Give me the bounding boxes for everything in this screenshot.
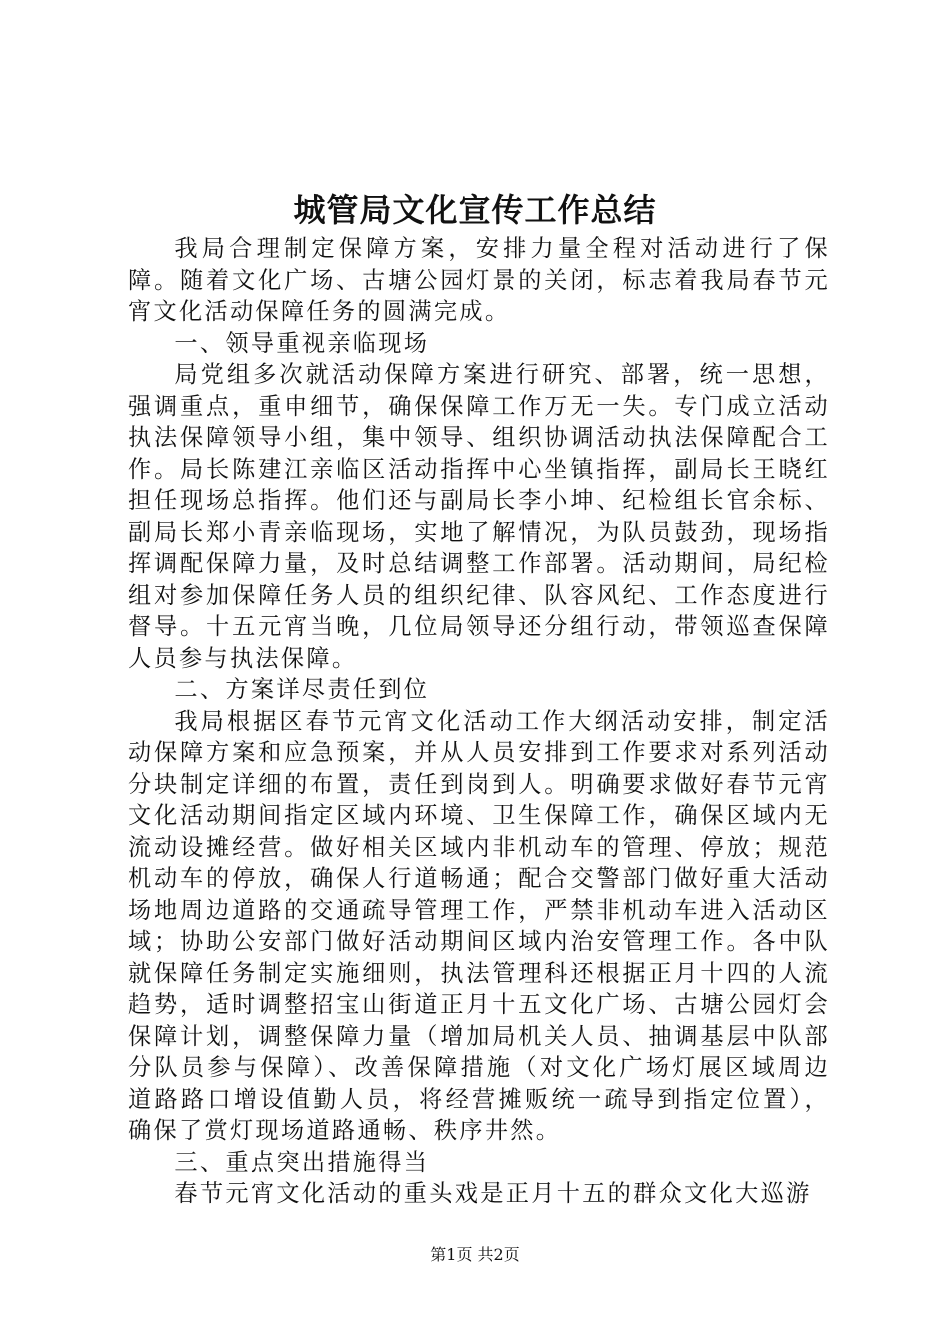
paragraph-section-2: 我局根据区春节元宵文化活动工作大纲活动安排，制定活动保障方案和应急预案，并从人员安排到工作要求对系列活动分块制定详细的布置，责任到岗到人。明确要求做好春节元宵文化活动期间指定区域内环境、卫生保障工作，确保区域内无流动设摊经营。做好相关区域内非机动车的管理、停放；规范机动车的停放，确保人行道畅通；配合交警部门做好重大活动场地周边道路的交通疏导管理工作，严禁非机动车进入活动区域；协助公安部门做好活动期间区域内治安管理工作。各中队就保障任务制定实施细则，执法管理科还根据正月十四的人流趋势，适时调整招宝山街道正月十五文化广场、古塘公园灯会保障计划，调整保障力量（增加局机关人员、抽调基层中队部分队员参与保障）、改善保障措施（对文化广场灯展区域周边道路路口增设值勤人员，将经营摊贩统一疏导到指定位置），确保了赏灯现场道路通畅、秩序井然。 <box>128 707 830 1144</box>
paragraph-section-1: 局党组多次就活动保障方案进行研究、部署，统一思想，强调重点，重申细节，确保保障工作万无一失。专门成立活动执法保障领导小组，集中领导、组织协调活动执法保障配合工作。局长陈建江亲临区活动指挥中心坐镇指挥，副局长王晓红担任现场总指挥。他们还与副局长李小坤、纪检组长官余标、副局长郑小青亲临现场，实地了解情况，为队员鼓劲，现场指挥调配保障力量，及时总结调整工作部署。活动期间，局纪检组对参加保障任务人员的组织纪律、队容风纪、工作态度进行督导。十五元宵当晚，几位局领导还分组行动，带领巡查保障人员参与执法保障。 <box>128 361 830 672</box>
section-heading-3: 三、重点突出措施得当 <box>174 1148 430 1176</box>
document-title: 城管局文化宣传工作总结 <box>293 191 657 229</box>
section-heading-1: 一、领导重视亲临现场 <box>174 329 430 357</box>
paragraph-intro: 我局合理制定保障方案，安排力量全程对活动进行了保障。随着文化广场、古塘公园灯景的关闭，标志着我局春节元宵文化活动保障任务的圆满完成。 <box>128 235 830 325</box>
document-body <box>128 233 830 1210</box>
page-footer: 第1页 共2页 <box>430 1245 520 1264</box>
section-heading-2: 二、方案详尽责任到位 <box>174 676 430 703</box>
paragraph-section-3: 春节元宵文化活动的重头戏是正月十五的群众文化大巡游 <box>174 1180 812 1207</box>
